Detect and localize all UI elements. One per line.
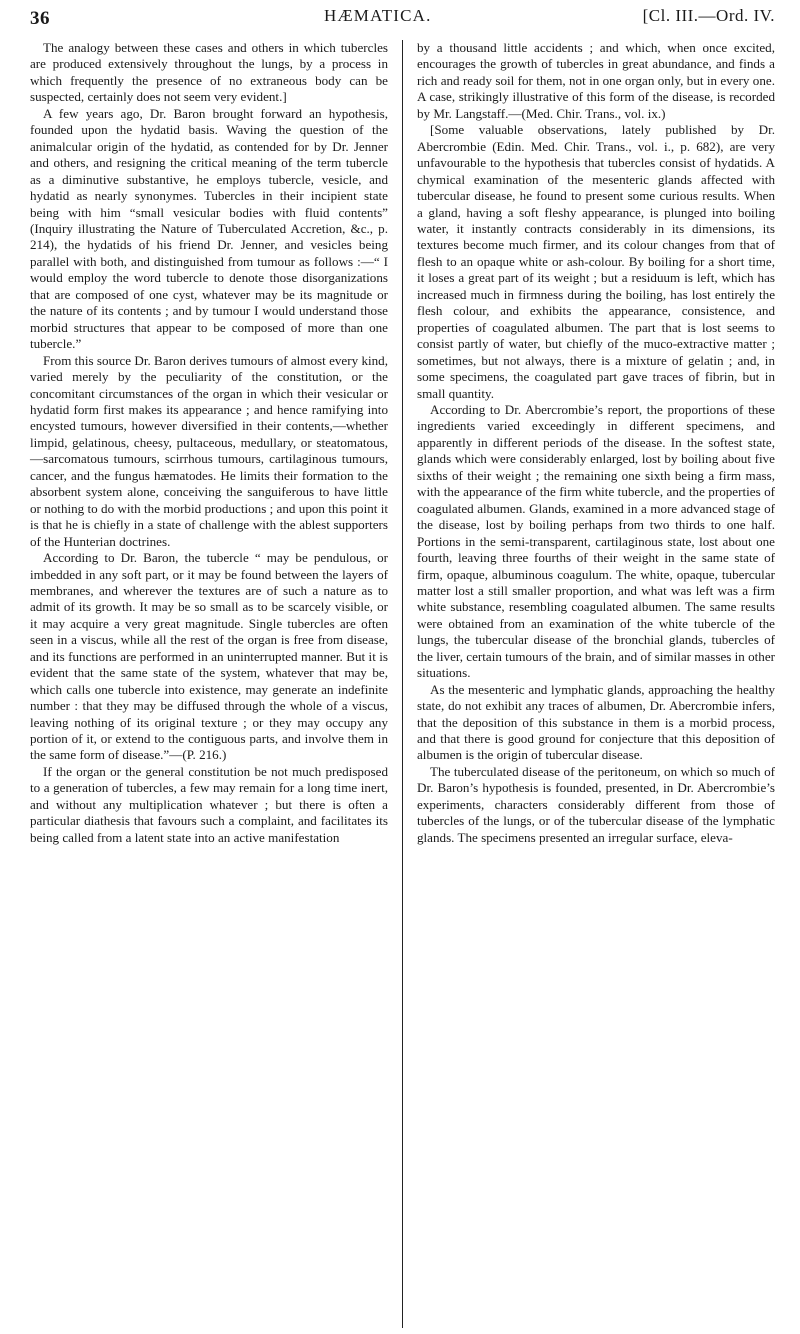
running-title: HÆMATICA. bbox=[324, 6, 432, 25]
page-header bbox=[30, 4, 775, 30]
text-columns bbox=[30, 40, 775, 1328]
paragraph: From this source Dr. Baron derives tumours of almost every kind, varied merely by the peculiarity of the constitution, or the concomitant circumstances of the organ in which their vesicular or hydatid form first makes its appearance ; and hence ramifying into encysted tumours, however diversified in their contents,—whether limpid, gelatinous, cheesy, pultaceous, medullary, or steatomatous,—sarcomatous tumours, scirrhous tumours, cartilaginous tumours, cancer, and the fungus hæmatodes. He limits their formation to the absorbent system alone, conceiving the sanguiferous to have little or nothing to do with the morbid productions ; and upon this point it is that he is chiefly in a state of challenge with the ablest supporters of the Hunterian doctrines. bbox=[30, 352, 388, 549]
paragraph: The analogy between these cases and others in which tubercles are produced extensively throughout the lungs, by a process in which frequently the presence of no extraneous body can be suspected, certainly does not seem very evident.] bbox=[30, 40, 388, 105]
page-number: 36 bbox=[30, 8, 50, 29]
paragraph: The tuberculated disease of the peritoneum, on which so much of Dr. Baron’s hypothesis is founded, presented, in Dr. Abercrombie’s experiments, characters considerably different from those of tubercles of the lungs, or of the tubercular disease of the lymphatic glands. The specimens presented an irregular surface, eleva- bbox=[417, 763, 775, 845]
paragraph: According to Dr. Baron, the tubercle “ may be pendulous, or imbedded in any soft part, or it may be found between the layers of membranes, and wherever the textures are of such a nature as to admit of its growth. It may be so small as to be scarcely visible, or it may acquire a very great magnitude. Single tubercles are often seen in a viscus, while all the rest of the organ is free from disease, and its functions are performed in an uninterrupted manner. But it is evident that the same state of the system, whatever that may be, which calls one tubercle into existence, may generate an indefinite number : that they may be diffused through the whole of a viscus, leaving nothing of its original texture ; or they may occupy any portion of it, or extend to the contiguous parts, and involve them in the same form of disease.”—(P. 216.) bbox=[30, 550, 388, 763]
left-column bbox=[30, 40, 388, 1328]
paragraph: According to Dr. Abercrombie’s report, the proportions of these ingredients varied exceedingly in different specimens, and apparently in different periods of the disease. In the softest state, glands which were considerably enlarged, lost by boiling about five sixths of their weight ; the remaining one sixth being a firm mass, with the appearance of the firm white tubercle, and the properties of coagulated albumen. Glands, examined in a more advanced stage of the disease, lost by boiling perhaps from two thirds to one half. Portions in the semi-transparent, cartilaginous state, lost about one fourth, leaving three fourths of their weight in the same state of firm, opaque, albuminous coagulum. The white, opaque, tubercular matter lost a still smaller proportion, and what was left was a firm white substance, resembling coagulated albumen. The same results were obtained from an examination of the white tubercle of the lungs, the tubercular disease of the bronchial glands, tubercles of the liver, certain tumours of the brain, and of similar masses in other situations. bbox=[417, 401, 775, 681]
paragraph: If the organ or the general constitution be not much predisposed to a generation of tubercles, a few may remain for a long time inert, and without any multiplication whatever ; but there is often a particular diathesis that favours such a complaint, and facilitates its being called from a latent state into an active manifestation bbox=[30, 763, 388, 845]
column-divider bbox=[402, 40, 403, 1328]
paragraph: A few years ago, Dr. Baron brought forward an hypothesis, founded upon the hydatid basis. Waving the question of the animalcular origin of the hydatid, as contended for by Dr. Jenner and others, and resigning the critical meaning of the term tubercle as a diminutive substantive, he employs tubercle, vesicle, and hydatid as nearly synonymes. Tubercles in their incipient state being with him “small vesicular bodies with fluid contents” (Inquiry illustrating the Nature of Tuberculated Accretion, &c., p. 214), the hydatids of his friend Dr. Jenner, and vesicles being parallel with both, and distinguished from tumour as follows :—“ I would employ the word tubercle to denote those disorganizations that are composed of one cyst, whatever may be its magnitude or the nature of its contents ; and by tumour I would understand those morbid structures that appear to be composed of more than one tubercle.” bbox=[30, 105, 388, 352]
paragraph: [Some valuable observations, lately published by Dr. Abercrombie (Edin. Med. Chir. Trans., vol. i., p. 682), are very unfavourable to the hypothesis that tubercles consist of hydatids. A chymical examination of the mesenteric glands affected with tubercular disease, he found to present some curious results. When a gland, having a soft fleshy appearance, is plunged into boiling water, it instantly contracts considerably in its dimensions, its textures become much firmer, and its colour changes from that of flesh to an opaque white or ash-colour. By boiling for a short time, it loses a great part of its weight ; but a residuum is left, which has increased much in firmness during the boiling, has lost entirely the flesh colour, and exhibits the appearance, consistence, and properties of coagulated albumen. The part that is lost seems to consist partly of water, but chiefly of the muco-extractive matter ; sometimes, but not always, there is a mixture of gelatin ; and, in some specimens, the coagulated part gave traces of fibrin, but in small quantity. bbox=[417, 122, 775, 401]
section-reference: [Cl. III.—Ord. IV. bbox=[642, 6, 775, 25]
paragraph: by a thousand little accidents ; and which, when once excited, encourages the growth of tubercles in great abundance, and finds a rich and ready soil for them, not in one organ only, but in every one. A case, strikingly illustrative of this form of the disease, is recorded by Mr. Langstaff.—(Med. Chir. Trans., vol. ix.) bbox=[417, 40, 775, 121]
right-column bbox=[417, 40, 775, 1328]
paragraph: As the mesenteric and lymphatic glands, approaching the healthy state, do not exhibit any traces of albumen, Dr. Abercrombie infers, that the deposition of this substance in them is a morbid process, and that there is good ground for conjecture that this deposition of albumen is the origin of tubercular disease. bbox=[417, 681, 775, 763]
